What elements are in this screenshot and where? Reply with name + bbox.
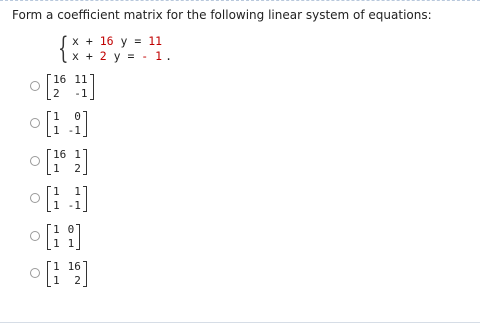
radio-button[interactable]	[30, 193, 40, 203]
top-divider	[0, 0, 480, 1]
answer-option-1[interactable]	[30, 73, 140, 103]
matrix-cells	[51, 185, 83, 213]
equation-2	[72, 49, 172, 64]
answer-option-3[interactable]	[30, 148, 140, 178]
matrix-entry: 1	[74, 185, 81, 198]
answer-option-2[interactable]	[30, 110, 140, 140]
radio-button[interactable]	[30, 81, 40, 91]
matrix-cells	[51, 223, 76, 251]
answer-option-4[interactable]	[30, 185, 140, 215]
matrix-entry: 1	[53, 274, 60, 287]
matrix-entry: 0	[74, 110, 81, 123]
matrix-entry: 1	[74, 148, 81, 161]
radio-button[interactable]	[30, 156, 40, 166]
eq1-plus: +	[78, 34, 100, 48]
question-text: Form a coefficient matrix for the following linear system of equations:	[12, 8, 432, 22]
matrix	[47, 148, 87, 176]
eq2-coef-y: 2	[99, 49, 107, 63]
matrix-entry: 2	[53, 87, 60, 100]
matrix-entry: 2	[74, 274, 81, 287]
eq2-period: .	[165, 49, 173, 63]
matrix	[47, 223, 80, 251]
matrix-entry: 1	[53, 110, 60, 123]
right-bracket	[90, 74, 94, 100]
answer-option-6[interactable]	[30, 260, 140, 290]
matrix-entry: 1	[53, 237, 60, 250]
eq1-x: x	[72, 34, 79, 48]
right-bracket	[83, 186, 87, 212]
matrix-entry: 1	[53, 124, 60, 137]
matrix-entry: 1	[67, 237, 75, 250]
matrix-cells	[51, 260, 83, 288]
eq1-rhs: 11	[148, 34, 163, 48]
matrix-entry: 16	[53, 73, 67, 86]
eq2-y: y	[106, 49, 121, 63]
right-bracket	[76, 224, 80, 250]
radio-button[interactable]	[30, 268, 40, 278]
eq1-coef-y: 16	[99, 34, 114, 48]
radio-button[interactable]	[30, 231, 40, 241]
matrix-entry: 1	[53, 185, 60, 198]
matrix-entry: 1	[53, 260, 60, 273]
matrix-cells	[51, 73, 90, 101]
eq2-plus: +	[78, 49, 100, 63]
matrix-entry: 1	[53, 223, 60, 236]
matrix-entry: -1	[74, 87, 88, 100]
right-bracket	[83, 149, 87, 175]
matrix	[47, 110, 87, 138]
equation-1	[72, 34, 162, 49]
right-bracket	[83, 261, 87, 287]
matrix	[47, 260, 87, 288]
eq1-equals: =	[127, 34, 149, 48]
matrix-cells	[51, 110, 83, 138]
eq2-x: x	[72, 49, 79, 63]
radio-button[interactable]	[30, 118, 40, 128]
matrix-entry: 1	[53, 199, 60, 212]
matrix-entry: 16	[67, 260, 81, 273]
matrix	[47, 73, 94, 101]
matrix-entry: 16	[53, 148, 67, 161]
matrix-entry: 1	[53, 162, 60, 175]
right-bracket	[83, 111, 87, 137]
answer-option-5[interactable]	[30, 223, 140, 253]
matrix-entry: -1	[67, 124, 81, 137]
system-brace: {	[58, 31, 69, 66]
eq2-equals: =	[120, 49, 142, 63]
matrix	[47, 185, 87, 213]
matrix-entry: 11	[74, 73, 88, 86]
matrix-entry: 2	[74, 162, 81, 175]
eq1-y: y	[113, 34, 128, 48]
eq2-rhs: - 1	[141, 49, 163, 63]
matrix-entry: 0	[67, 223, 75, 236]
matrix-cells	[51, 148, 83, 176]
matrix-entry: -1	[67, 199, 81, 212]
